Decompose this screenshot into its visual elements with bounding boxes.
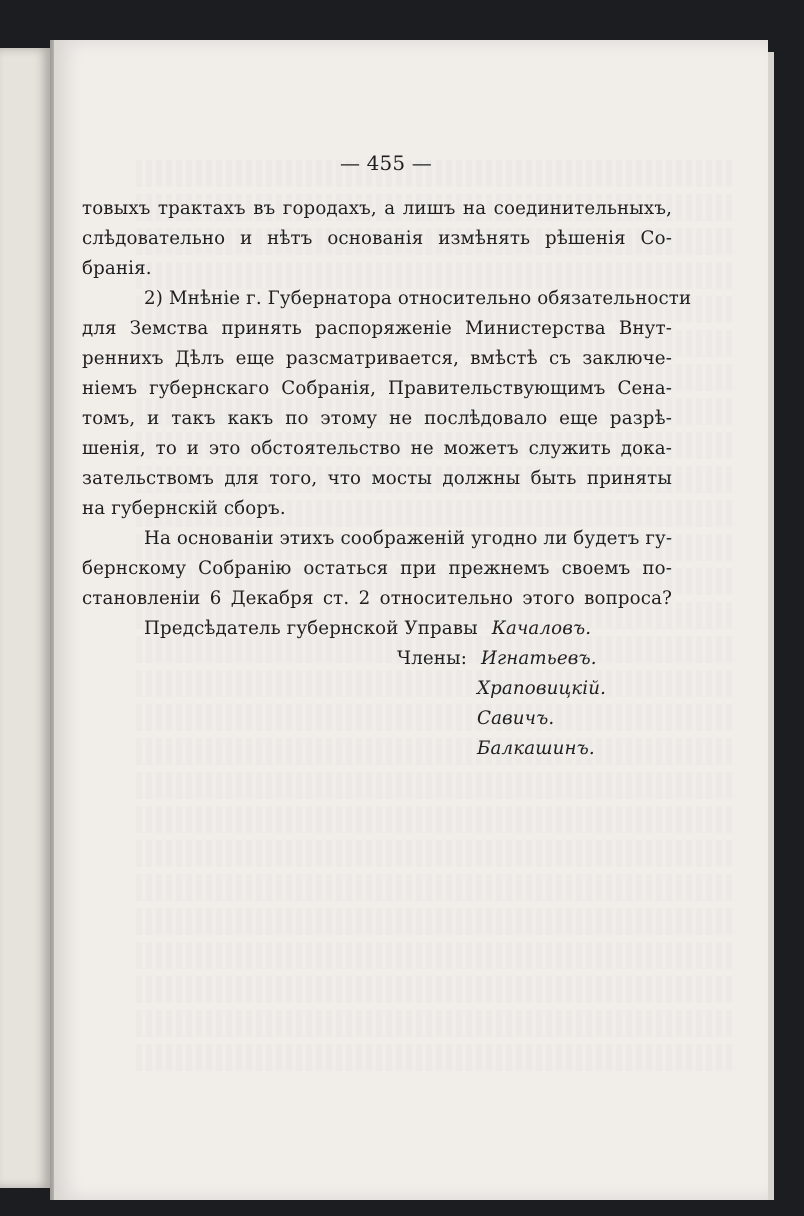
text-line: становленіи 6 Декабря ст. 2 относительно этого вопроса?: [82, 588, 672, 609]
signature-members-row: [82, 644, 672, 674]
chair-name: Качаловъ.: [491, 618, 592, 639]
text-line: томъ, и такъ какъ по этому не послѣдовало еще разрѣ-: [82, 408, 672, 429]
member-name: Игнатьевъ.: [480, 648, 597, 669]
text-line: ніемъ губернскаго Собранія, Правительствующимъ Сена-: [82, 378, 672, 399]
text-line: бернскому Собранію остаться при прежнемъ своемъ по-: [82, 558, 672, 579]
chair-label: Предсѣдатель губернской Управы: [144, 618, 478, 639]
member-name: Савичъ.: [477, 708, 555, 729]
text-line: для Земства принять распоряженіе Министерства Внут-: [82, 318, 672, 339]
text-line: зательствомъ для того, что мосты должны быть приняты: [82, 468, 672, 489]
text-line: На основаніи этихъ соображеній угодно ли будетъ гу-: [144, 528, 673, 549]
member-name: Балкашинъ.: [477, 738, 595, 759]
page-text: [82, 150, 692, 764]
text-line: бранія.: [82, 258, 152, 279]
text-line: на губернскій сборъ.: [82, 498, 286, 519]
text-line: 2) Мнѣніе г. Губернатора относительно обязательности: [144, 288, 692, 309]
page-number: — 455 —: [340, 151, 432, 175]
text-line: шенія, то и это обстоятельство не можетъ служить дока-: [82, 438, 672, 459]
member-name: Храповицкій.: [477, 678, 607, 699]
text-line: реннихъ Дѣлъ еще разсматривается, вмѣстѣ съ заключе-: [82, 348, 672, 369]
signature-chair-row: [82, 614, 672, 644]
left-page-edge: [0, 48, 50, 1188]
members-label: Члены:: [396, 648, 467, 669]
page-stack-edge: [768, 52, 774, 1200]
text-line: слѣдовательно и нѣтъ основанія измѣнять рѣшенія Со-: [82, 228, 672, 249]
text-line: товыхъ трактахъ въ городахъ, а лишъ на соединительныхъ,: [82, 198, 672, 219]
members-list: [82, 674, 672, 764]
